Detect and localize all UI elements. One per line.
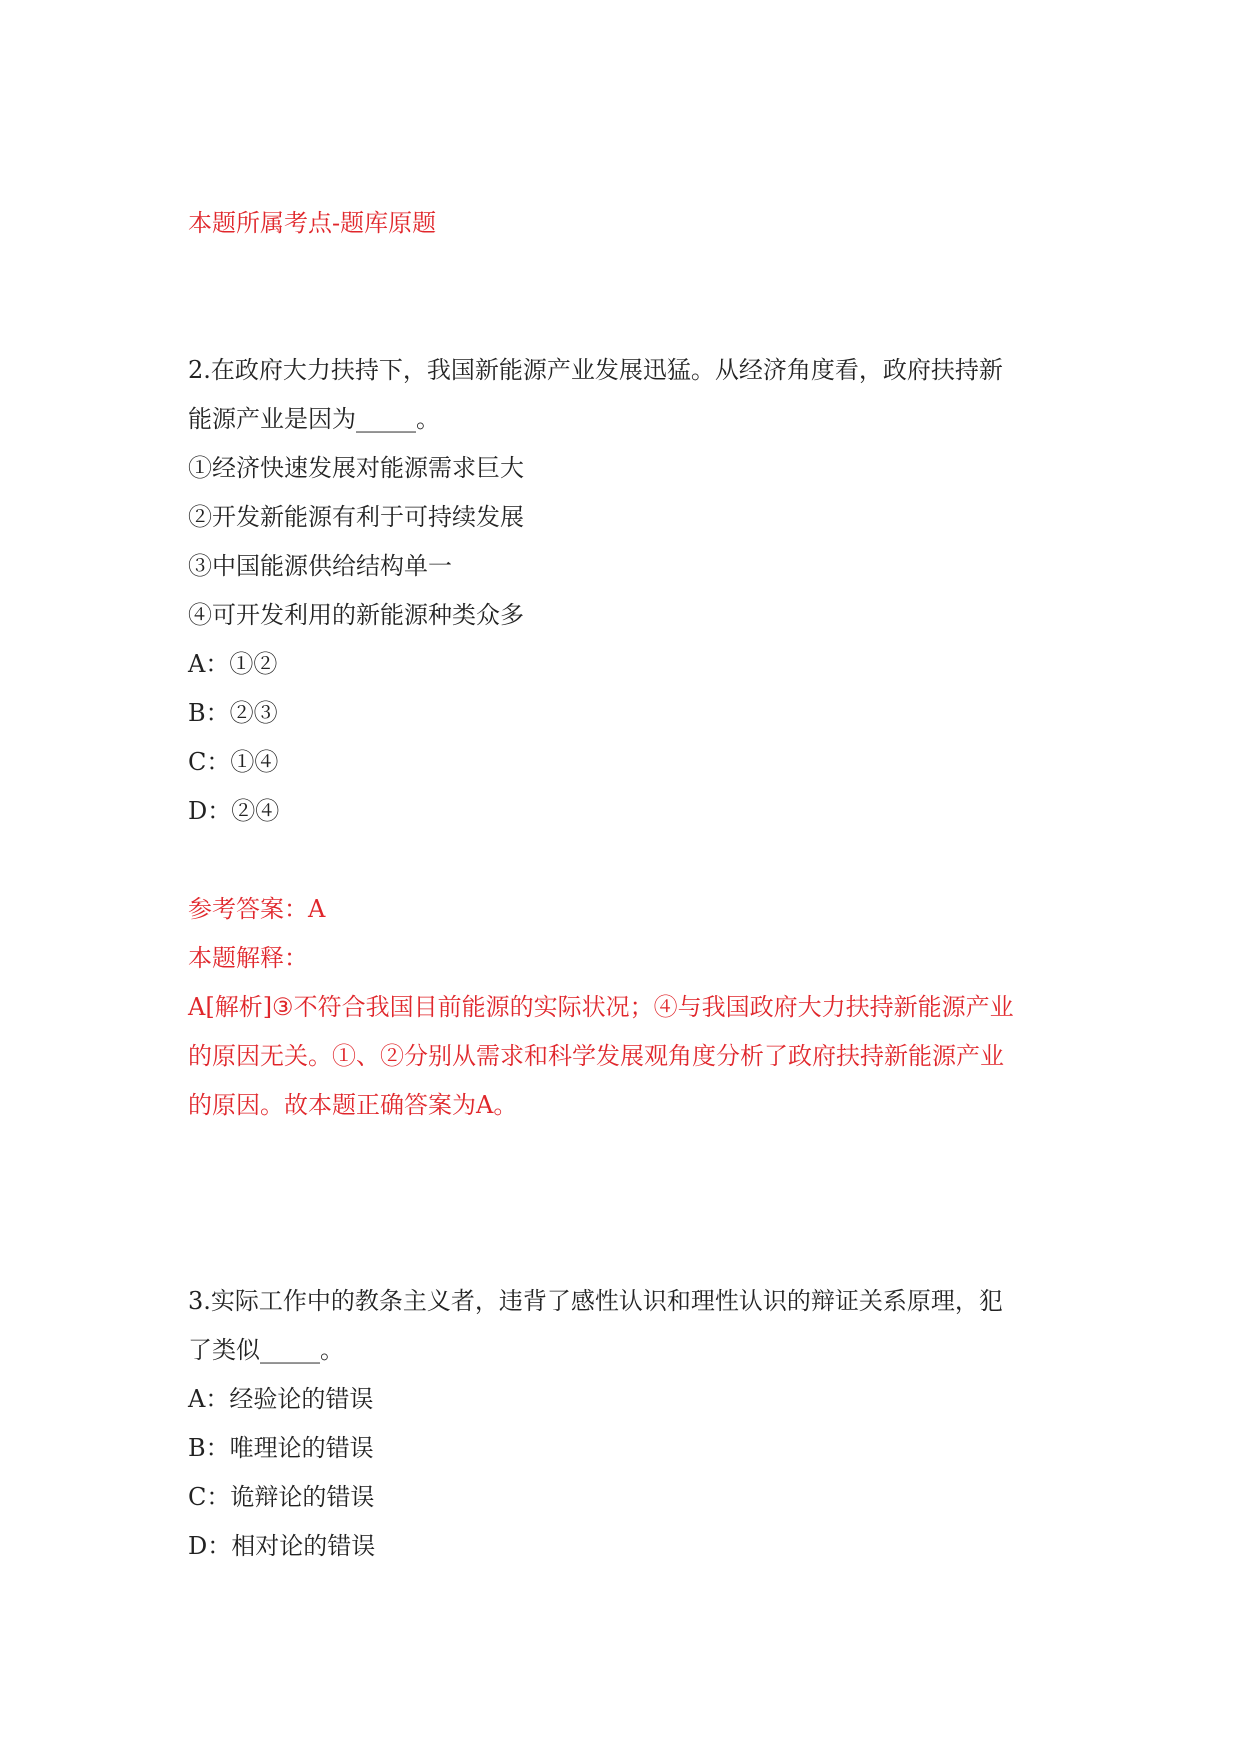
question-2-option-b: B：②③ (188, 699, 278, 727)
question-2-explanation-line-2: 的原因无关。①、②分别从需求和科学发展观角度分析了政府扶持新能源产业 (188, 1042, 1004, 1070)
question-3-stem-line-2: 了类似_____。 (188, 1336, 344, 1364)
question-2-explanation-line-3: 的原因。故本题正确答案为A。 (188, 1091, 518, 1119)
question-2-statement-3: ③中国能源供给结构单一 (188, 552, 452, 580)
question-2-option-d: D：②④ (188, 797, 280, 825)
question-2-explanation-line-1: A[解析]③不符合我国目前能源的实际状况；④与我国政府大力扶持新能源产业 (188, 993, 1014, 1021)
question-2-statement-2: ②开发新能源有利于可持续发展 (188, 503, 524, 531)
question-2-option-a: A：①② (188, 650, 278, 678)
question-2-stem-line-1: 2.在政府大力扶持下，我国新能源产业发展迅猛。从经济角度看，政府扶持新 (188, 356, 1003, 384)
question-2-statement-1: ①经济快速发展对能源需求巨大 (188, 454, 524, 482)
kaodian-label: 本题所属考点-题库原题 (188, 209, 437, 237)
question-3-stem-line-1: 3.实际工作中的教条主义者，违背了感性认识和理性认识的辩证关系原理，犯 (188, 1287, 1003, 1315)
question-2-option-c: C：①④ (188, 748, 279, 776)
question-3-option-d: D：相对论的错误 (188, 1532, 376, 1560)
question-2-answer: 参考答案：A (188, 895, 326, 923)
question-3-option-c: C：诡辩论的错误 (188, 1483, 375, 1511)
question-3-option-a: A：经验论的错误 (188, 1385, 374, 1413)
question-2-explanation-label: 本题解释： (188, 944, 308, 972)
question-3-option-b: B：唯理论的错误 (188, 1434, 374, 1462)
question-2-statement-4: ④可开发利用的新能源种类众多 (188, 601, 524, 629)
question-2-stem-line-2: 能源产业是因为_____。 (188, 405, 440, 433)
